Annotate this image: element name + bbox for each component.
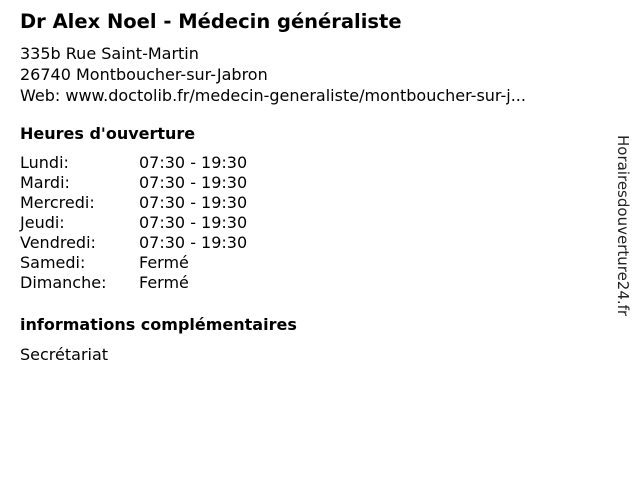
city-address: 26740 Montboucher-sur-Jabron bbox=[20, 65, 268, 84]
hours-row-monday bbox=[20, 153, 320, 173]
street-address: 335b Rue Saint-Martin bbox=[20, 44, 199, 63]
day-label: Dimanche: bbox=[20, 273, 107, 292]
day-label: Mercredi: bbox=[20, 193, 95, 212]
watermark-text: Horairesdouverture24.fr bbox=[614, 135, 632, 317]
opening-hours-table bbox=[20, 153, 320, 293]
opening-hours-heading: Heures d'ouverture bbox=[20, 124, 196, 143]
hours-row-thursday bbox=[20, 213, 320, 233]
day-label: Jeudi: bbox=[20, 213, 65, 232]
page-title: Dr Alex Noel - Médecin généraliste bbox=[20, 10, 402, 33]
hours-row-friday bbox=[20, 233, 320, 253]
website-link[interactable]: Web: www.doctolib.fr/medecin-generaliste/montboucher-sur-j... bbox=[20, 86, 526, 105]
additional-info-heading: informations complémentaires bbox=[20, 315, 297, 334]
hours-value: 07:30 - 19:30 bbox=[139, 193, 248, 212]
hours-row-tuesday bbox=[20, 173, 320, 193]
day-label: Samedi: bbox=[20, 253, 86, 272]
address-block bbox=[20, 43, 526, 106]
hours-value: 07:30 - 19:30 bbox=[139, 173, 248, 192]
hours-value: 07:30 - 19:30 bbox=[139, 153, 248, 172]
hours-value: Fermé bbox=[139, 273, 189, 292]
hours-row-wednesday bbox=[20, 193, 320, 213]
site-watermark bbox=[613, 135, 633, 345]
hours-value: 07:30 - 19:30 bbox=[139, 233, 248, 252]
hours-value: Fermé bbox=[139, 253, 189, 272]
hours-row-sunday bbox=[20, 273, 320, 293]
hours-value: 07:30 - 19:30 bbox=[139, 213, 248, 232]
day-label: Vendredi: bbox=[20, 233, 96, 252]
hours-row-saturday bbox=[20, 253, 320, 273]
day-label: Mardi: bbox=[20, 173, 70, 192]
day-label: Lundi: bbox=[20, 153, 69, 172]
additional-info-item: Secrétariat bbox=[20, 345, 109, 364]
